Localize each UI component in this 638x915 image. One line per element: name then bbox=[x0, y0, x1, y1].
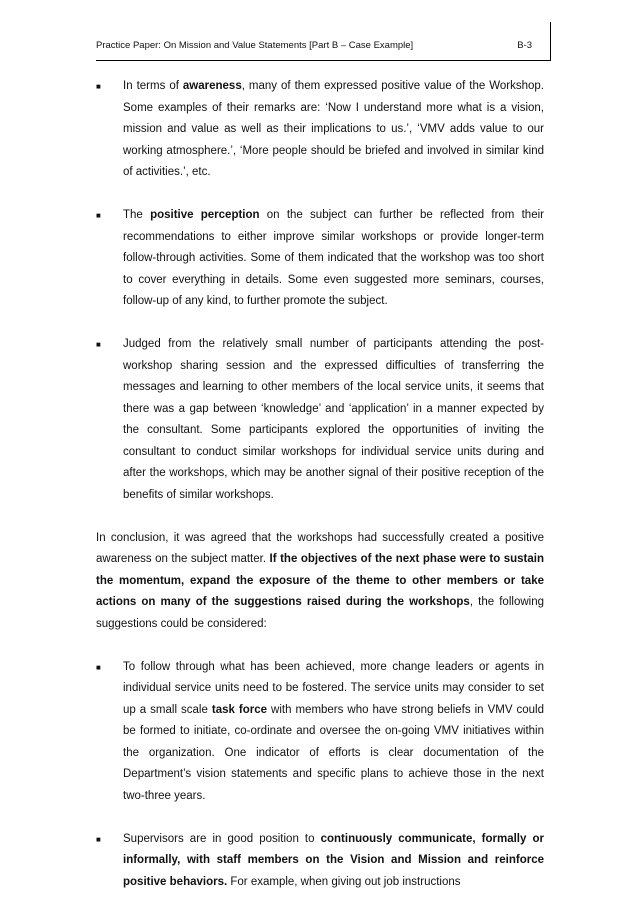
bullet-square-icon: ■ bbox=[96, 834, 101, 844]
bullet-text: To follow through what has been achieved, more change leaders or agents in individual service units need to be fostered. The service units may consider to set up a small scale bbox=[123, 660, 544, 716]
bullet-supervisors bbox=[96, 829, 544, 894]
bullet-square-icon: ■ bbox=[96, 82, 101, 91]
bullet-text: on the subject can further be reflected from their recommendations to either improve similar workshops or provide longer-term follow-through activities. Some of them indicated that the workshop was too short to cover everything in details. Some even suggested more seminars, courses, follow-up of any kind, to further promote the subject. bbox=[123, 209, 544, 307]
header-vertical-rule bbox=[550, 22, 551, 61]
bullet-awareness bbox=[96, 76, 544, 184]
bullet-bold-text: positive perception bbox=[150, 209, 260, 221]
paragraph-text: In conclusion, it was agreed that the workshops had successfully created a positive awareness on the subject matter. bbox=[96, 531, 544, 565]
page-number: B-3 bbox=[517, 40, 532, 51]
bullet-square-icon: ■ bbox=[96, 211, 101, 220]
bullet-text: , many of them expressed positive value of the Workshop. Some examples of their remarks are: ‘Now I understand more what is a vision, mission and value as well as their implications to us.’, ‘VMV adds value to our working atmosphere.’, ‘More people should be briefed and involved in similar kind of activities.’, etc. bbox=[123, 80, 544, 178]
header-rule bbox=[96, 60, 550, 61]
bullet-positive-perception bbox=[96, 205, 544, 313]
body-content bbox=[96, 76, 544, 915]
bullet-knowledge-gap bbox=[96, 334, 544, 506]
conclusion-paragraph bbox=[96, 528, 544, 636]
bullet-square-icon: ■ bbox=[96, 340, 101, 349]
bullet-text: The bbox=[123, 209, 151, 221]
bullet-bold-text: continuously communicate, formally or informally, with staff members on the Vision and Mission and reinforce positive behaviors. bbox=[123, 832, 544, 888]
bullet-task-force bbox=[96, 657, 544, 808]
header-title: Practice Paper: On Mission and Value Statements [Part B – Case Example] bbox=[96, 40, 414, 51]
bullet-text: Judged from the relatively small number of participants attending the post-workshop sharing session and the expressed difficulties of transferring the messages and learning to other members of the local service units, it seems that there was a gap between ‘knowledge’ and ‘application’ in a manner expected by the consultant. Some participants explored the opportunities of inviting the consultant to conduct similar workshops for individual service units during and after the workshops, which may be another signal of their positive reception of the benefits of similar workshops. bbox=[123, 338, 544, 501]
bullet-text: Supervisors are in good position to bbox=[123, 832, 321, 845]
paragraph-bold-text: If the objectives of the next phase were to sustain the momentum, expand the exposure of the theme to other members or take actions on many of the suggestions raised during the workshops bbox=[96, 553, 544, 608]
bullet-bold-text: task force bbox=[211, 703, 268, 716]
bullet-bold-text: awareness bbox=[182, 80, 242, 92]
bullet-square-icon: ■ bbox=[96, 662, 101, 672]
bullet-text: In terms of bbox=[123, 80, 183, 92]
paragraph-text: , the following suggestions could be considered: bbox=[96, 596, 544, 630]
bullet-text: For example, when giving out job instructions bbox=[227, 875, 461, 888]
bullet-text: with members who have strong beliefs in VMV could be formed to initiate, co-ordinate and oversee the on-going VMV initiatives within the organization. One indicator of efforts is clear documentation of the Department’s vision statements and specific plans to achieve those in the next two-three years. bbox=[123, 703, 544, 802]
